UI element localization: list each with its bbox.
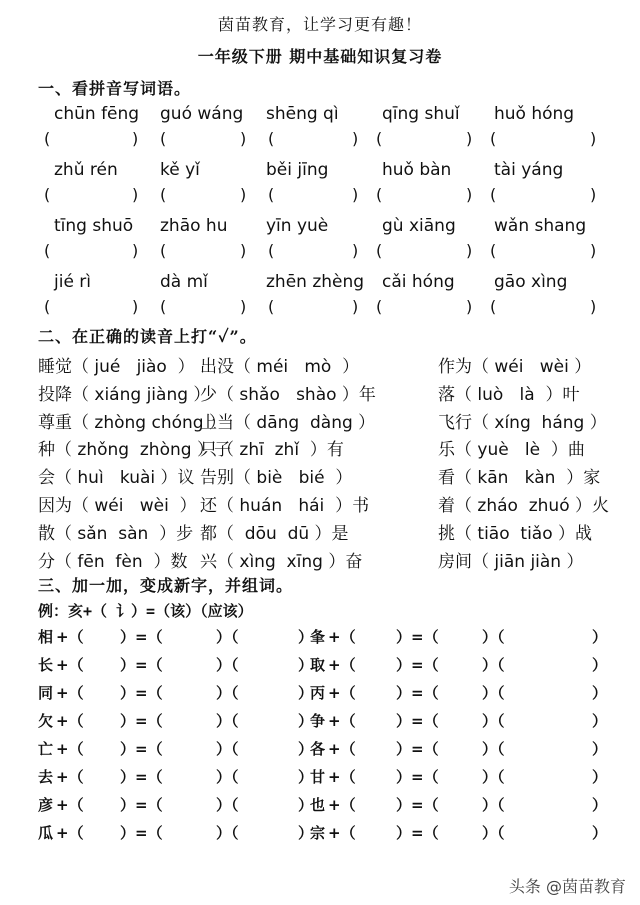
reading-choice-item[interactable]: 因为（ wéi wèi ） [38, 495, 197, 516]
answer-blank-paren[interactable]: ( [490, 241, 497, 260]
equation-blank[interactable]: ） [298, 628, 314, 646]
equation-blank[interactable]: ） [298, 712, 314, 730]
reading-choice-item[interactable]: 作为（ wéi wèi ） [438, 357, 592, 377]
reading-choice-item[interactable]: 散（ sǎn sàn ）步 [38, 523, 194, 544]
equation-blank[interactable]: ） [298, 656, 314, 674]
reading-choice-row [38, 491, 618, 519]
answer-blank-paren[interactable]: ) [590, 241, 597, 260]
base-character: 去 [38, 768, 54, 786]
equation-blank[interactable]: ）（ [482, 768, 505, 786]
pinyin-row [30, 160, 620, 216]
pinyin-word: huǒ hóng [494, 104, 575, 124]
equation-blank[interactable]: ） [592, 656, 608, 674]
equation-blank[interactable]: ）（ [216, 740, 239, 758]
equation-blank[interactable]: ）（ [482, 824, 505, 842]
reading-choice-item[interactable]: 睡觉（ jué jiào ） [38, 357, 195, 377]
equation-blank[interactable]: +（ [56, 824, 84, 842]
base-character: 瓜 [38, 824, 54, 842]
equation-blank[interactable]: ）（ [216, 628, 239, 646]
answer-blank-paren[interactable]: ( [490, 185, 497, 204]
pinyin-grid [30, 104, 620, 328]
equation-blank[interactable]: ）=（ [396, 768, 439, 786]
equation-blank[interactable]: ）=（ [396, 656, 439, 674]
equation-blank[interactable]: ）（ [216, 712, 239, 730]
equation-blank[interactable]: +（ [328, 656, 356, 674]
equation-blank[interactable]: ） [298, 796, 314, 814]
equation-blank[interactable]: ）（ [482, 684, 505, 702]
pinyin-row [30, 104, 620, 160]
add-char-row [38, 626, 618, 654]
equation-blank[interactable]: +（ [328, 768, 356, 786]
pinyin-word: yīn yuè [266, 216, 329, 236]
equation-blank[interactable]: +（ [56, 656, 84, 674]
reading-choice-item[interactable]: 只（ zhī zhǐ ）有 [200, 440, 344, 461]
answer-blank-paren[interactable]: ( [160, 185, 167, 204]
answer-blank-paren[interactable]: ( [376, 297, 383, 316]
answer-blank-paren[interactable]: ) [352, 241, 359, 260]
pinyin-word: huǒ bàn [382, 160, 452, 180]
reading-choice-item[interactable]: 房间（ jiān jiàn ） [438, 551, 584, 572]
base-character: 夆 [310, 628, 326, 646]
equation-blank[interactable]: ） [592, 796, 608, 814]
equation-blank[interactable]: ）（ [216, 824, 239, 842]
equation-blank[interactable]: ）=（ [120, 768, 163, 786]
equation-blank[interactable]: ） [298, 740, 314, 758]
answer-blank-paren[interactable]: ( [268, 241, 275, 260]
equation-blank[interactable]: +（ [328, 628, 356, 646]
base-character: 同 [38, 684, 54, 702]
base-character: 长 [38, 656, 54, 674]
equation-blank[interactable]: +（ [56, 796, 84, 814]
add-char-row [38, 738, 618, 766]
equation-blank[interactable]: ）（ [482, 628, 505, 646]
answer-blank-paren[interactable]: ( [490, 129, 497, 148]
base-character: 欠 [38, 712, 54, 730]
base-character: 彦 [38, 796, 54, 814]
equation-blank[interactable]: ）=（ [120, 796, 163, 814]
reading-choice-item[interactable]: 都（ dōu dū ）是 [200, 523, 349, 544]
equation-blank[interactable]: ）（ [216, 656, 239, 674]
reading-choice-item[interactable]: 种（ zhǒng zhòng ）子 [38, 440, 231, 461]
pinyin-word: gāo xìng [494, 272, 568, 292]
equation-blank[interactable]: ）=（ [120, 628, 163, 646]
answer-blank-paren[interactable]: ) [466, 185, 473, 204]
equation-blank[interactable]: +（ [56, 740, 84, 758]
equation-blank[interactable]: ）=（ [396, 740, 439, 758]
answer-blank-paren[interactable]: ) [466, 241, 473, 260]
answer-blank-paren[interactable]: ) [132, 129, 139, 148]
equation-blank[interactable]: ） [592, 712, 608, 730]
equation-blank[interactable]: ）=（ [120, 712, 163, 730]
equation-blank[interactable]: +（ [56, 684, 84, 702]
pinyin-word: cǎi hóng [382, 272, 455, 292]
answer-blank-paren[interactable]: ( [376, 129, 383, 148]
reading-choice-item[interactable]: 兴（ xìng xīng ）奋 [200, 551, 363, 572]
reading-choice-item[interactable]: 出没（ méi mò ） [200, 357, 360, 377]
equation-blank[interactable]: ）（ [216, 684, 239, 702]
answer-blank-paren[interactable]: ( [44, 297, 51, 316]
base-character: 亡 [38, 740, 54, 758]
reading-choice-row [38, 352, 618, 380]
base-character: 争 [310, 712, 326, 730]
equation-blank[interactable]: ） [298, 824, 314, 842]
add-char-row [38, 710, 618, 738]
equation-blank[interactable]: +（ [56, 628, 84, 646]
base-character: 相 [38, 628, 54, 646]
answer-blank-paren[interactable]: ) [590, 297, 597, 316]
pinyin-row [30, 272, 620, 328]
equation-blank[interactable]: ）（ [482, 740, 505, 758]
answer-blank-paren[interactable]: ( [376, 185, 383, 204]
section1-heading: 一、看拼音写词语。 [38, 79, 192, 98]
watermark: 头条 @茵苗教育 [508, 877, 626, 896]
equation-blank[interactable]: ）=（ [120, 740, 163, 758]
reading-choice-row [38, 408, 618, 436]
equation-blank[interactable]: +（ [328, 740, 356, 758]
answer-blank-paren[interactable]: ) [132, 297, 139, 316]
section3-heading: 三、加一加，变成新字，并组词。 [38, 576, 294, 595]
equation-blank[interactable]: ）=（ [396, 712, 439, 730]
equation-blank[interactable]: +（ [56, 712, 84, 730]
equation-blank[interactable]: ） [592, 824, 608, 842]
equation-blank[interactable]: ）（ [216, 768, 239, 786]
equation-blank[interactable]: +（ [56, 768, 84, 786]
answer-blank-paren[interactable]: ) [240, 129, 247, 148]
answer-blank-paren[interactable]: ) [132, 185, 139, 204]
add-char-row [38, 794, 618, 822]
equation-blank[interactable]: ） [298, 684, 314, 702]
reading-choice-row [38, 380, 618, 408]
reading-choice-row [38, 435, 618, 463]
reading-choice-item[interactable]: 少（ shǎo shào ）年 [200, 384, 376, 405]
equation-blank[interactable]: ）=（ [120, 824, 163, 842]
pinyin-word: gù xiāng [382, 216, 456, 236]
add-char-row [38, 682, 618, 710]
equation-blank[interactable]: ）=（ [396, 684, 439, 702]
pinyin-word: kě yǐ [160, 160, 200, 180]
pinyin-word: zhēn zhèng [266, 272, 365, 292]
reading-choice-item[interactable]: 还（ huán hái ）书 [200, 495, 370, 516]
equation-blank[interactable]: ）=（ [120, 656, 163, 674]
answer-blank-paren[interactable]: ( [160, 297, 167, 316]
section2-heading: 二、在正确的读音上打“✓”。 [38, 327, 257, 346]
page-title: 一年级下册 期中基础知识复习卷 [197, 47, 443, 66]
answer-blank-paren[interactable]: ) [590, 185, 597, 204]
answer-blank-paren[interactable]: ( [268, 129, 275, 148]
equation-blank[interactable]: ）（ [482, 712, 505, 730]
answer-blank-paren[interactable]: ) [466, 129, 473, 148]
equation-blank[interactable]: +（ [328, 796, 356, 814]
reading-choice-item[interactable]: 分（ fēn fèn ）数 [38, 551, 188, 572]
answer-blank-paren[interactable]: ) [352, 297, 359, 316]
answer-blank-paren[interactable]: ( [44, 241, 51, 260]
equation-blank[interactable]: +（ [328, 712, 356, 730]
reading-choice-list [38, 352, 618, 574]
pinyin-word: tài yáng [494, 160, 564, 180]
pinyin-word: wǎn shang [494, 216, 587, 236]
equation-blank[interactable]: ）=（ [396, 796, 439, 814]
answer-blank-paren[interactable]: ) [240, 297, 247, 316]
equation-blank[interactable]: +（ [328, 684, 356, 702]
answer-blank-paren[interactable]: ( [44, 129, 51, 148]
equation-blank[interactable]: ） [592, 684, 608, 702]
pinyin-word: shēng qì [266, 104, 339, 124]
reading-choice-row [38, 547, 618, 575]
base-character: 宗 [310, 824, 326, 842]
pinyin-word: tīng shuō [54, 216, 134, 236]
equation-blank[interactable]: ） [592, 628, 608, 646]
pinyin-word: guó wáng [160, 104, 244, 124]
pinyin-word: dà mǐ [160, 272, 208, 292]
reading-choice-item[interactable]: 会（ huì kuài ）议 [38, 468, 195, 489]
answer-blank-paren[interactable]: ) [590, 129, 597, 148]
equation-blank[interactable]: +（ [328, 824, 356, 842]
base-character: 也 [310, 796, 326, 814]
add-char-row [38, 654, 618, 682]
equation-blank[interactable]: ）=（ [396, 824, 439, 842]
answer-blank-paren[interactable]: ( [376, 241, 383, 260]
reading-choice-item[interactable]: 着（ zháo zhuó ）火 [438, 495, 610, 516]
equation-blank[interactable]: ） [592, 740, 608, 758]
add-char-row [38, 766, 618, 794]
reading-choice-item[interactable]: 挑（ tiāo tiǎo ）战 [438, 523, 593, 544]
base-character: 各 [310, 740, 326, 758]
answer-blank-paren[interactable]: ( [490, 297, 497, 316]
base-character: 取 [310, 656, 326, 674]
reading-choice-item[interactable]: 飞行（ xíng háng ） [438, 412, 607, 433]
answer-blank-paren[interactable]: ) [466, 297, 473, 316]
equation-blank[interactable]: ）（ [216, 796, 239, 814]
equation-blank[interactable]: ） [592, 768, 608, 786]
answer-blank-paren[interactable]: ( [268, 297, 275, 316]
pinyin-word: chūn fēng [54, 104, 140, 124]
answer-blank-paren[interactable]: ( [160, 129, 167, 148]
reading-choice-item[interactable]: 落（ luò là ）叶 [438, 384, 580, 405]
answer-blank-paren[interactable]: ) [352, 129, 359, 148]
pinyin-word: qīng shuǐ [382, 104, 460, 124]
reading-choice-item[interactable]: 乐（ yuè lè ）曲 [438, 440, 585, 461]
reading-choice-item[interactable]: 看（ kān kàn ）家 [438, 468, 601, 489]
pinyin-word: běi jīng [266, 160, 329, 180]
reading-choice-row [38, 519, 618, 547]
reading-choice-item[interactable]: 告别（ biè bié ） [200, 468, 353, 489]
example-line: 例：亥+（ 讠）=（该）（应该） [38, 602, 253, 620]
reading-choice-item[interactable]: 尊重（ zhòng chóng ） [38, 412, 226, 433]
pinyin-word: zhǔ rén [54, 160, 118, 180]
answer-blank-paren[interactable]: ) [352, 185, 359, 204]
equation-blank[interactable]: ） [298, 768, 314, 786]
equation-blank[interactable]: ）=（ [120, 684, 163, 702]
reading-choice-item[interactable]: 上当（ dāng dàng ） [200, 412, 376, 433]
base-character: 丙 [310, 684, 326, 702]
page-header: 茵苗教育，让学习更有趣！ [217, 15, 422, 34]
add-char-list [38, 626, 618, 850]
answer-blank-paren[interactable]: ( [268, 185, 275, 204]
reading-choice-item[interactable]: 投降（ xiáng jiàng ） [38, 384, 211, 405]
answer-blank-paren[interactable]: ) [240, 241, 247, 260]
pinyin-word: jié rì [54, 272, 92, 292]
reading-choice-row [38, 463, 618, 491]
equation-blank[interactable]: ）（ [482, 796, 505, 814]
pinyin-word: zhāo hu [160, 216, 228, 236]
equation-blank[interactable]: ）=（ [396, 628, 439, 646]
answer-blank-paren[interactable]: ) [132, 241, 139, 260]
answer-blank-paren[interactable]: ) [240, 185, 247, 204]
answer-blank-paren[interactable]: ( [44, 185, 51, 204]
pinyin-row [30, 216, 620, 272]
answer-blank-paren[interactable]: ( [160, 241, 167, 260]
add-char-row [38, 822, 618, 850]
equation-blank[interactable]: ）（ [482, 656, 505, 674]
base-character: 甘 [310, 768, 326, 786]
